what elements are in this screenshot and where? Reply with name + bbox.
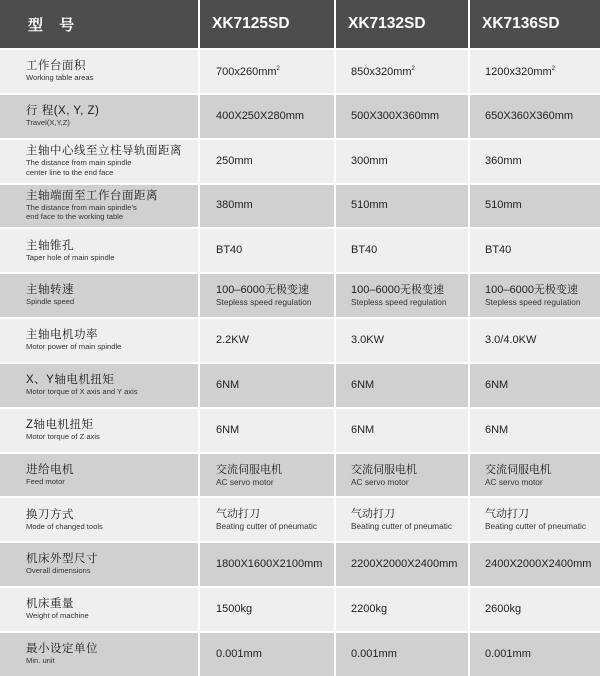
spec-value	[351, 424, 468, 437]
spec-label-zh: 行 程(X, Y, Z)	[26, 105, 100, 118]
spec-label-en: Feed motor	[26, 476, 65, 486]
spec-value	[351, 334, 468, 347]
spec-value-cell	[470, 364, 600, 407]
spec-label-zh: Z轴电机扭矩	[26, 418, 94, 431]
spec-label-cell	[0, 274, 198, 317]
spec-value-subtext: Stepless speed regulation	[351, 297, 447, 308]
spec-value-cell	[470, 140, 600, 183]
spec-value-subtext: Stepless speed regulation	[485, 297, 581, 308]
spec-value-text: 2200kg	[351, 603, 388, 616]
spec-value-cell	[336, 274, 468, 317]
spec-value	[351, 284, 468, 297]
spec-label-zh: 机床外型尺寸	[26, 553, 98, 566]
spec-label-zh: 主轴端面至工作台面距离	[26, 189, 158, 202]
spec-value-cell	[200, 409, 334, 452]
spec-value-text: BT40	[351, 244, 378, 257]
spec-value-text: BT40	[485, 244, 512, 257]
spec-label-en: Motor torque of X axis and Y axis	[26, 387, 138, 397]
spec-value	[216, 424, 334, 437]
spec-label-cell	[0, 498, 198, 541]
spec-value-superscript: 2	[276, 66, 280, 73]
spec-value	[216, 244, 334, 257]
spec-label-en: Taper hole of main spindle	[26, 252, 115, 262]
spec-value	[485, 558, 600, 571]
spec-value-cell	[470, 454, 600, 497]
spec-value-cell	[470, 274, 600, 317]
spec-value-subtext: Beating cutter of pneumatic	[485, 521, 587, 532]
spec-label-en: Working table areas	[26, 73, 94, 83]
spec-label-en: Min. unit	[26, 656, 55, 666]
spec-value-text: 100–6000无极变速	[351, 284, 444, 297]
spec-value-cell	[470, 543, 600, 586]
spec-value-text: 气动打刀	[485, 508, 529, 521]
spec-value-text: 1800X1600X2100mm	[216, 558, 323, 571]
spec-value-text: 1500kg	[216, 603, 253, 616]
spec-value-cell	[470, 409, 600, 452]
spec-value-text: 500X300X360mm	[351, 109, 440, 122]
spec-value	[351, 110, 468, 123]
spec-value	[485, 284, 600, 297]
spec-value	[216, 379, 334, 392]
spec-label-en: The distance from main spindle	[26, 158, 132, 168]
spec-value	[216, 558, 334, 571]
spec-value-superscript: 2	[411, 66, 415, 73]
spec-label-cell	[0, 95, 198, 138]
spec-value-text: 700x260mm	[216, 66, 277, 79]
spec-value-cell	[470, 229, 600, 272]
spec-label-cell	[0, 454, 198, 497]
spec-value	[351, 558, 468, 571]
spec-label-en: Travel(X,Y,Z)	[26, 118, 70, 128]
spec-value-cell	[336, 185, 468, 228]
spec-value-cell	[200, 498, 334, 541]
spec-value-subtext: AC servo motor	[216, 476, 274, 487]
spec-value-text: 6NM	[485, 423, 509, 436]
spec-label-en: Motor power of main spindle	[26, 342, 122, 352]
spec-value-cell	[470, 95, 600, 138]
header-model-xk7136sd: XK7136SD	[470, 0, 600, 48]
spec-label-cell	[0, 229, 198, 272]
spec-value	[485, 334, 600, 347]
spec-value	[351, 603, 468, 616]
spec-value-text: 100–6000无极变速	[216, 284, 309, 297]
spec-value-text: 0.001mm	[216, 647, 262, 660]
spec-label-cell	[0, 50, 198, 93]
spec-value-subtext: AC servo motor	[351, 476, 409, 487]
spec-value-cell	[200, 364, 334, 407]
spec-value-cell	[200, 319, 334, 362]
spec-value	[485, 648, 600, 661]
spec-value-text: 0.001mm	[351, 647, 397, 660]
spec-label-en: The distance from main spindle's	[26, 202, 137, 212]
spec-value	[485, 464, 600, 477]
spec-label-en: center line to the end face	[26, 167, 114, 177]
spec-value	[485, 603, 600, 616]
spec-value-subtext: Stepless speed regulation	[216, 297, 312, 308]
spec-label-zh: 进给电机	[26, 463, 74, 476]
spec-value-subtext: Beating cutter of pneumatic	[216, 521, 318, 532]
spec-label-zh: 主轴电机功率	[26, 329, 98, 342]
spec-value-cell	[200, 588, 334, 631]
spec-label-cell	[0, 543, 198, 586]
spec-value-cell	[470, 319, 600, 362]
spec-label-cell	[0, 140, 198, 183]
spec-value-cell	[336, 140, 468, 183]
spec-value	[216, 110, 334, 123]
spec-label-zh: 机床重量	[26, 598, 74, 611]
spec-label-zh: 主轴转速	[26, 284, 74, 297]
spec-label-zh: 主轴锥孔	[26, 239, 74, 252]
spec-label-cell	[0, 588, 198, 631]
spec-value-text: 交流伺服电机	[485, 463, 551, 476]
spec-value-text: 510mm	[485, 199, 522, 212]
spec-value-text: 3.0/4.0KW	[485, 333, 537, 346]
spec-value	[351, 379, 468, 392]
spec-value	[351, 508, 468, 521]
spec-value-cell	[336, 633, 468, 676]
spec-value-text: 0.001mm	[485, 647, 531, 660]
spec-value-text: 6NM	[485, 378, 509, 391]
spec-label-cell	[0, 409, 198, 452]
spec-value-cell	[336, 543, 468, 586]
spec-value	[485, 244, 600, 257]
spec-value-cell	[470, 633, 600, 676]
spec-value-text: 气动打刀	[216, 508, 260, 521]
spec-value-cell	[470, 498, 600, 541]
spec-value-text: 6NM	[351, 423, 375, 436]
spec-value-cell	[200, 543, 334, 586]
header-model-label: 型 号	[0, 0, 198, 48]
spec-value-cell	[470, 185, 600, 228]
spec-value-text: 3.0KW	[351, 333, 385, 346]
spec-value	[485, 155, 600, 168]
spec-value-cell	[200, 454, 334, 497]
spec-label-zh: X、Y轴电机扭矩	[26, 374, 115, 387]
spec-value-text: 6NM	[216, 423, 240, 436]
spec-value-cell	[336, 319, 468, 362]
spec-value	[351, 648, 468, 661]
header-model-xk7132sd: XK7132SD	[336, 0, 468, 48]
spec-value-cell	[336, 409, 468, 452]
spec-value	[216, 199, 334, 212]
spec-label-zh: 最小设定单位	[26, 643, 98, 656]
spec-value-cell	[200, 633, 334, 676]
spec-value	[351, 155, 468, 168]
spec-label-cell	[0, 633, 198, 676]
spec-label-en: Overall dimensions	[26, 566, 91, 576]
spec-value-text: 2200X2000X2400mm	[351, 558, 458, 571]
spec-label-cell	[0, 364, 198, 407]
spec-value-cell	[336, 364, 468, 407]
spec-value-cell	[336, 95, 468, 138]
spec-value-subtext: Beating cutter of pneumatic	[351, 521, 453, 532]
spec-value-cell	[200, 185, 334, 228]
spec-value-text: 交流伺服电机	[216, 463, 282, 476]
spec-value	[216, 648, 334, 661]
spec-label-zh: 换刀方式	[26, 508, 74, 521]
spec-value-text: 100–6000无极变速	[485, 284, 578, 297]
spec-value-superscript: 2	[551, 66, 555, 73]
spec-value-cell	[336, 454, 468, 497]
spec-value-text: 400X250X280mm	[216, 109, 305, 122]
spec-value-text: 650X360X360mm	[485, 109, 574, 122]
spec-value-text: 6NM	[216, 378, 240, 391]
spec-value-text: 2.2KW	[216, 333, 250, 346]
header-model-xk7125sd: XK7125SD	[200, 0, 334, 48]
spec-value-text: 2400X2000X2400mm	[485, 558, 592, 571]
spec-value	[485, 508, 600, 521]
spec-value-cell	[470, 50, 600, 93]
spec-value-cell	[336, 229, 468, 272]
spec-label-en: end face to the working table	[26, 212, 124, 222]
spec-label-zh: 工作台面积	[26, 60, 86, 73]
spec-label-en: Motor torque of Z axis	[26, 431, 100, 441]
spec-value	[216, 508, 334, 521]
spec-value-cell	[200, 140, 334, 183]
spec-value	[351, 63, 468, 79]
spec-value	[485, 424, 600, 437]
spec-value-text: 300mm	[351, 154, 388, 167]
spec-value-text: 气动打刀	[351, 508, 395, 521]
spec-label-zh: 主轴中心线至立柱导轨面距离	[26, 145, 182, 158]
spec-value	[216, 155, 334, 168]
spec-value-text: 850x320mm	[351, 66, 412, 79]
spec-value	[351, 244, 468, 257]
spec-value-cell	[200, 95, 334, 138]
spec-value	[351, 199, 468, 212]
spec-label-en: Mode of changed tools	[26, 521, 103, 531]
spec-value-cell	[200, 50, 334, 93]
spec-value-text: 2600kg	[485, 603, 522, 616]
spec-value-text: 380mm	[216, 199, 253, 212]
spec-value	[216, 464, 334, 477]
spec-value	[485, 199, 600, 212]
spec-value-text: 交流伺服电机	[351, 463, 417, 476]
spec-value-cell	[200, 274, 334, 317]
spec-value-text: 1200x320mm	[485, 66, 552, 79]
spec-value-cell	[336, 498, 468, 541]
spec-value	[485, 379, 600, 392]
spec-value-cell	[200, 229, 334, 272]
spec-value-text: BT40	[216, 244, 243, 257]
spec-value	[485, 63, 600, 79]
spec-value	[216, 284, 334, 297]
spec-value	[485, 110, 600, 123]
spec-value-text: 510mm	[351, 199, 388, 212]
spec-value-text: 360mm	[485, 154, 522, 167]
spec-value-subtext: AC servo motor	[485, 476, 543, 487]
spec-label-en: Weight of machine	[26, 611, 89, 621]
spec-label-en: Spindle speed	[26, 297, 75, 307]
spec-label-cell	[0, 185, 198, 228]
spec-value	[216, 63, 334, 79]
spec-value	[216, 603, 334, 616]
spec-value-cell	[336, 588, 468, 631]
spec-value	[216, 334, 334, 347]
spec-value-cell	[336, 50, 468, 93]
spec-value	[351, 464, 468, 477]
spec-value-cell	[470, 588, 600, 631]
spec-value-text: 6NM	[351, 378, 375, 391]
spec-value-text: 250mm	[216, 154, 253, 167]
spec-label-cell	[0, 319, 198, 362]
